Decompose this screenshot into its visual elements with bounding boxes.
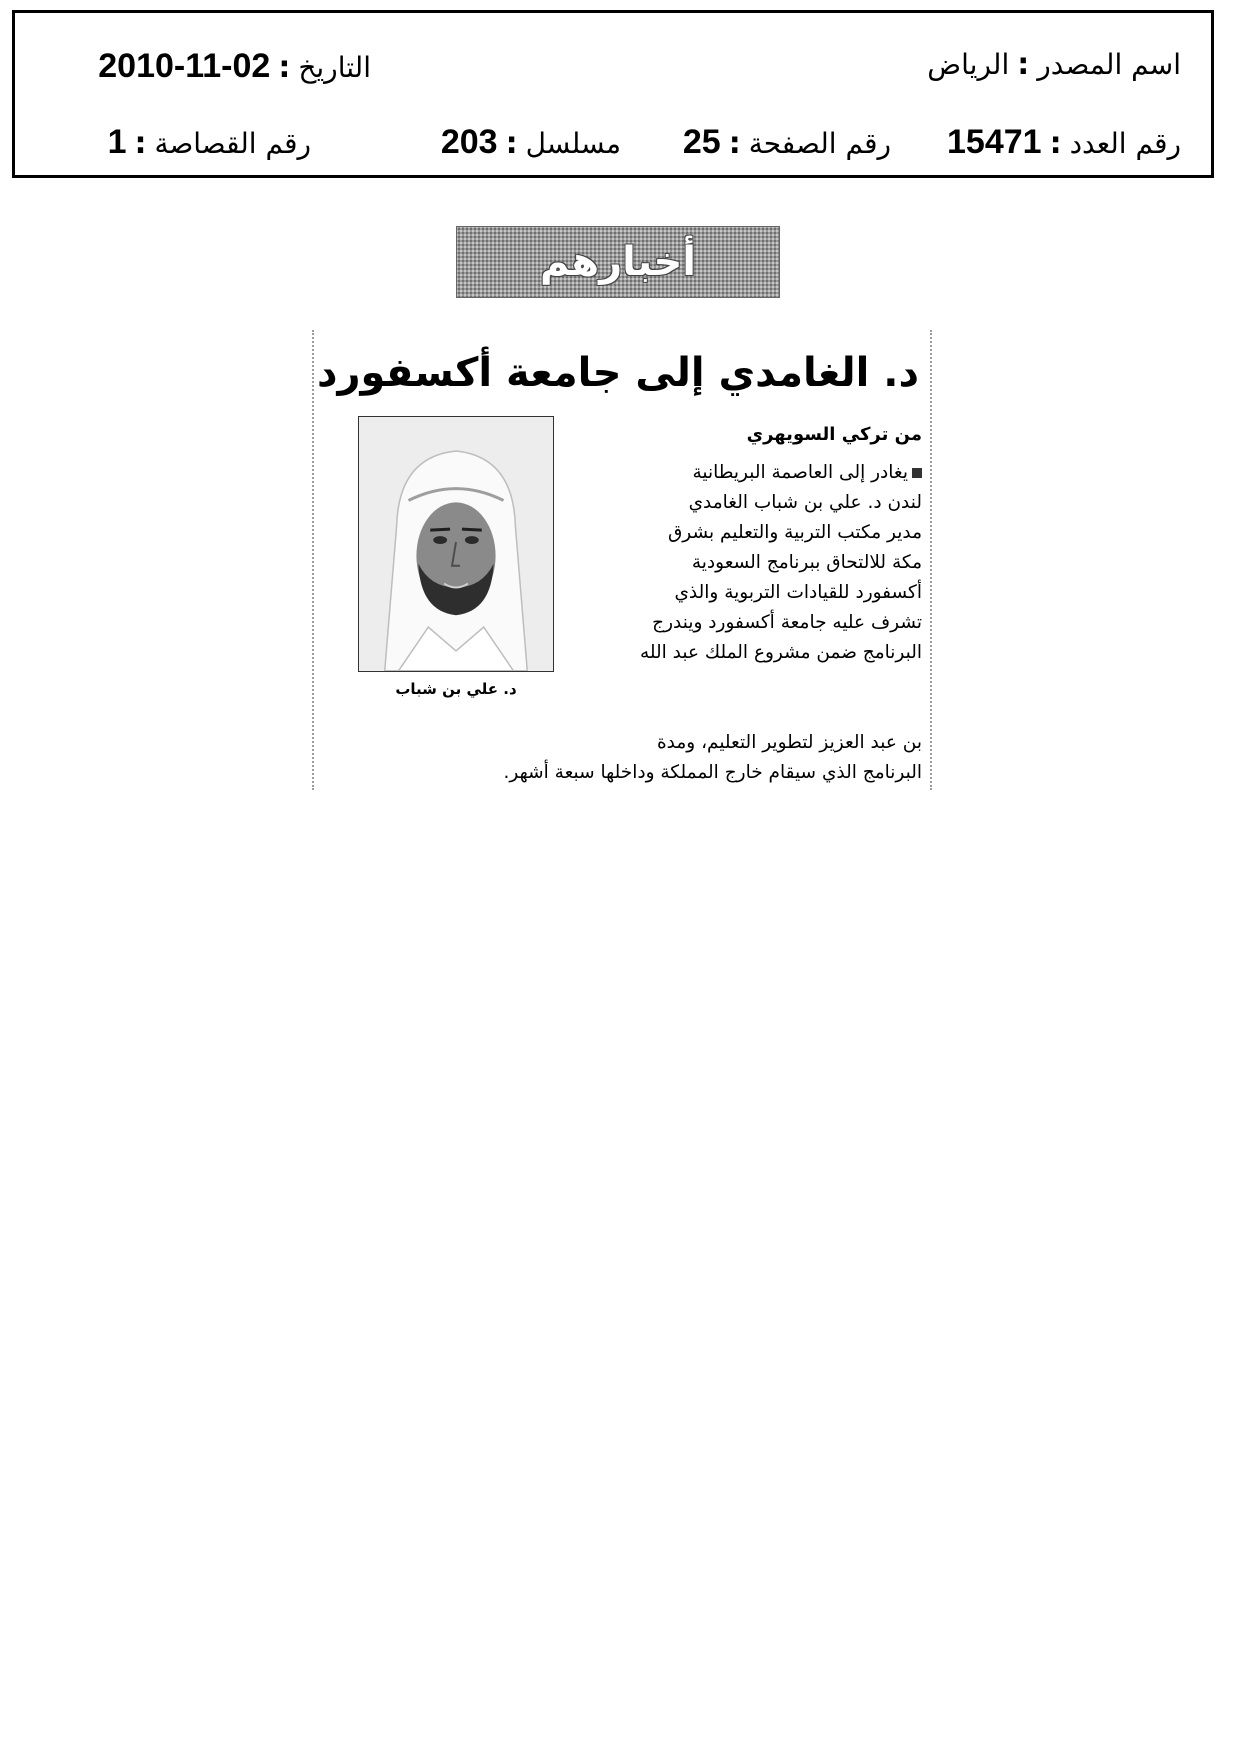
newspaper-clipping	[312, 330, 932, 790]
article-body-continued	[362, 728, 922, 788]
serial-label: مسلسل	[525, 127, 621, 160]
photo-caption: د. علي بن شباب	[395, 680, 517, 698]
article-line: أكسفورد للقيادات التربوية والذي	[674, 582, 922, 603]
serial-value: 203	[440, 123, 498, 161]
clipping-number-separator: :	[134, 126, 147, 161]
issue-field	[947, 123, 1181, 162]
date-label: التاريخ	[298, 51, 371, 84]
paragraph-bullet-icon	[912, 468, 922, 478]
article-line: بن عبد العزيز لتطوير التعليم، ومدة	[656, 732, 922, 753]
date-separator: :	[278, 50, 291, 85]
section-banner-title: أخبارهم	[539, 239, 696, 285]
page-value: 25	[682, 123, 721, 161]
clipping-number-label: رقم القصاصة	[154, 127, 311, 160]
article-line: تشرف عليه جامعة أكسفورد ويندرج	[652, 612, 922, 633]
article-line	[562, 458, 922, 488]
page-label: رقم الصفحة	[748, 127, 891, 160]
date-value: 2010-11-02	[98, 47, 271, 85]
article-byline: من تركي السويهري	[746, 424, 922, 445]
article-line: البرنامج الذي سيقام خارج المملكة وداخلها سبعة أشهر.	[503, 762, 922, 783]
page-field	[683, 123, 891, 162]
source-field	[927, 47, 1181, 82]
portrait-photo	[358, 416, 554, 672]
clipping-metadata-box	[12, 10, 1214, 178]
clipping-number-value: 1	[107, 123, 127, 161]
article-line: مدير مكتب التربية والتعليم بشرق	[667, 522, 922, 543]
clipping-number-field	[108, 123, 311, 162]
date-field	[98, 47, 371, 86]
metadata-row-source-date	[15, 47, 1211, 97]
section-banner	[456, 226, 780, 298]
source-label: اسم المصدر	[1037, 48, 1181, 81]
issue-label: رقم العدد	[1069, 127, 1181, 160]
portrait-illustration	[359, 417, 553, 671]
article-line: البرنامج ضمن مشروع الملك عبد الله	[639, 642, 922, 663]
source-value: الرياض	[927, 48, 1010, 81]
metadata-row-numbers	[15, 123, 1211, 173]
source-separator: :	[1017, 47, 1030, 82]
serial-field	[441, 123, 621, 162]
article-body	[562, 458, 922, 668]
article-line-text: يغادر إلى العاصمة البريطانية	[692, 462, 908, 483]
article-line: لندن د. علي بن شباب الغامدي	[688, 492, 922, 513]
page-separator: :	[728, 126, 741, 161]
issue-value: 15471	[947, 123, 1042, 161]
serial-separator: :	[505, 126, 518, 161]
article-headline: د. الغامدي إلى جامعة أكسفورد	[316, 350, 920, 396]
article-line: مكة للالتحاق ببرنامج السعودية	[691, 552, 922, 573]
issue-separator: :	[1049, 126, 1062, 161]
